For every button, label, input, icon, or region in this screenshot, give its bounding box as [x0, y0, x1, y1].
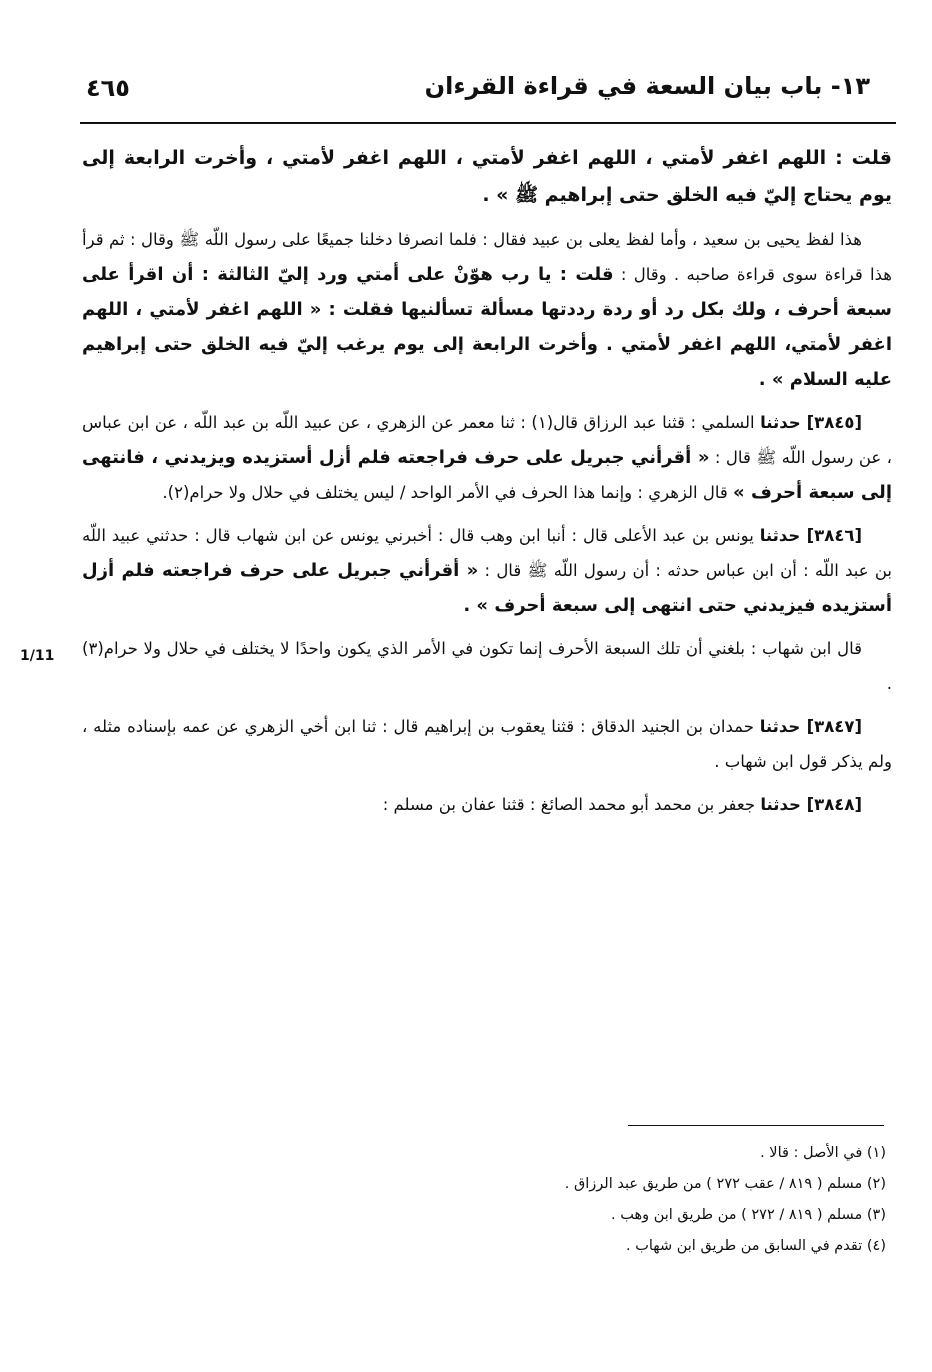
- margin-reference: 1/11: [20, 648, 55, 664]
- hadith-3847-lead: [٣٨٤٧] حدثنا: [759, 717, 862, 736]
- page-header: [86, 70, 870, 116]
- hadith-3848-lead: [٣٨٤٨] حدثنا: [760, 795, 862, 814]
- ibn-shihab-note-text: قال ابن شهاب : بلغني أن تلك السبعة الأحرف إنما تكون في الأمر الذي يكون واحدًا لا يختلف في حلال ولا حرام(٣) .: [82, 639, 892, 693]
- paragraph-1: [82, 140, 892, 214]
- hadith-3847: [82, 709, 892, 779]
- hadith-3848-text: جعفر بن محمد أبو محمد الصائغ : قثنا عفان بن مسلم :: [382, 795, 756, 814]
- main-text: [82, 140, 892, 822]
- hadith-3845: [82, 405, 892, 510]
- footnote-3: (٣) مسلم ( ٨١٩ / ٢٧٢ ) من طريق ابن وهب .: [610, 1207, 886, 1223]
- hadith-3848: [82, 787, 892, 822]
- hadith-3846-lead: [٣٨٤٦] حدثنا: [759, 526, 863, 545]
- footnotes: [326, 1138, 886, 1262]
- footnote-2: (٢) مسلم ( ٨١٩ / عقب ٢٧٢ ) من طريق عبد الرزاق .: [564, 1176, 886, 1192]
- footnote-divider: [628, 1125, 884, 1126]
- hadith-3847-text: حمدان بن الجنيد الدقاق : قثنا يعقوب بن إبراهيم قال : ثنا ابن أخي الزهري عن عمه بإسناده مثله ، ولم يذكر قول ابن شهاب .: [82, 717, 892, 771]
- hadith-3845-lead: [٣٨٤٥] حدثنا: [760, 413, 863, 432]
- paragraph-2: [82, 222, 892, 397]
- paragraph-1-text: قلت : اللهم اغفر لأمتي ، اللهم اغفر لأمتي ، اللهم اغفر لأمتي ، وأخرت الرابعة إلى يوم يحتاج إليّ فيه الخلق حتى إبراهيم ﷺ » .: [82, 147, 892, 206]
- hadith-3845-comment: قال الزهري : وإنما هذا الحرف في الأمر الواحد / ليس يختلف في حلال ولا حرام(٢).: [162, 483, 728, 502]
- paragraph-2-text: هذا لفظ يحيى بن سعيد ، وأما لفظ يعلى بن عبيد فقال : فلما انصرفا دخلنا جميعًا على رسول اللّه ﷺ وقال : ثم قرأ هذا قراءة سوى قراءة صاحبه . وقال :: [82, 230, 892, 284]
- hadith-3846: [82, 518, 892, 623]
- running-title: ١٣- باب بيان السعة في قراءة القرءان: [424, 72, 870, 100]
- paragraph-2-emphasis: قلت : يا رب هوّنْ على أمتي ورد إليّ الثالثة : أن اقرأ على سبعة أحرف ، ولك بكل رد أو ردة رددتها مسألة تسألنيها فقلت : « اللهم اغفر لأمتي ، اللهم اغفر لأمتي، اللهم اغفر لأمتي . وأخرت الرابعة إلى يوم يرغب إليّ فيه الخلق حتى إبراهيم عليه السلام » .: [82, 264, 892, 390]
- ibn-shihab-note: [82, 631, 892, 701]
- hadith-3846-text: يونس بن عبد الأعلى قال : أنبا ابن وهب قال : أخبرني يونس عن ابن شهاب قال : حدثني عبيد اللّه بن عبد اللّه : أن ابن عباس حدثه : أن رسول اللّه ﷺ قال :: [82, 526, 893, 580]
- footnote-4: (٤) تقدم في السابق من طريق ابن شهاب .: [626, 1238, 886, 1254]
- page-number: ٤٦٥: [86, 74, 130, 102]
- hadith-3846-matn: « أقرأني جبريل على حرف فراجعته فلم أزل أستزيده فيزيدني حتى انتهى إلى سبعة أحرف » .: [82, 560, 892, 616]
- header-divider: [80, 122, 896, 124]
- footnote-1: (١) في الأصل : قالا .: [760, 1145, 886, 1161]
- hadith-3845-matn: « أقرأني جبريل على حرف فراجعته فلم أزل أستزيده ويزيدني ، فانتهى إلى سبعة أحرف »: [82, 447, 892, 503]
- hadith-3845-text: السلمي : قثنا عبد الرزاق قال(١) : ثنا معمر عن الزهري ، عن عبيد اللّه بن عبد اللّه ، عن ابن عباس ، عن رسول اللّه ﷺ قال :: [82, 413, 893, 467]
